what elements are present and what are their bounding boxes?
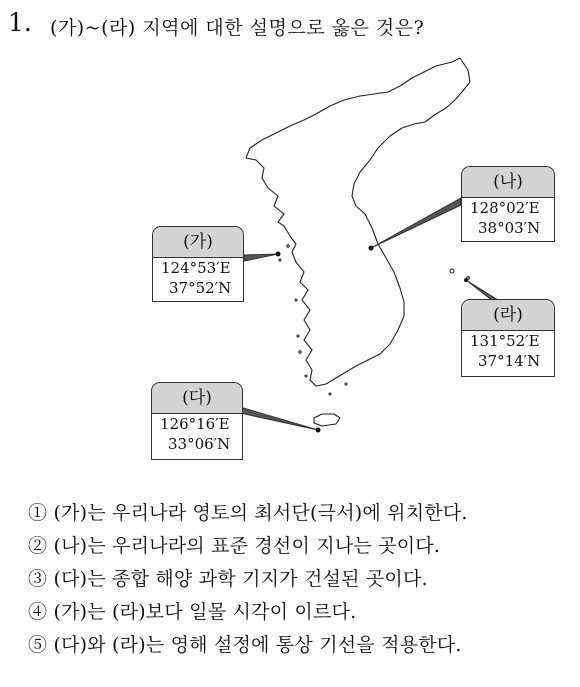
label-box-ra (461, 299, 555, 377)
label-title-ra: (라) (462, 300, 554, 331)
label-box-na (461, 166, 555, 242)
option-2[interactable] (28, 530, 468, 563)
ulleungdo (450, 269, 454, 273)
option-4[interactable] (28, 596, 468, 629)
question-number: 1. (8, 8, 32, 37)
answer-options (28, 497, 468, 662)
leader-na (371, 198, 461, 248)
label-title-na: (나) (462, 167, 554, 198)
label-lon-ga: 124°53′E (161, 259, 231, 277)
jeju-island (314, 414, 340, 426)
label-lat-da: 33°06′N (168, 435, 231, 453)
label-box-da (151, 382, 243, 460)
question-text: (가)~(라) 지역에 대한 설명으로 옳은 것은? (50, 17, 425, 39)
option-1[interactable] (28, 497, 468, 530)
option-3[interactable] (28, 563, 468, 596)
option-5[interactable] (28, 629, 468, 662)
point-na (369, 246, 374, 251)
label-lon-na: 128°02′E (470, 199, 540, 217)
label-lon-da: 126°16′E (160, 415, 230, 433)
option-text: (다)는 종합 해양 과학 기지가 건설된 곳이다. (53, 568, 428, 590)
label-lon-ra: 131°52′E (470, 332, 540, 350)
label-lat-ga: 37°52′N (169, 279, 232, 297)
option-mark: ⑤ (28, 634, 48, 656)
label-box-ga (152, 226, 244, 302)
point-da (316, 428, 321, 433)
option-mark: ③ (28, 568, 48, 590)
point-ga (276, 252, 281, 257)
peninsula-outline (246, 58, 470, 386)
label-lat-ra: 37°14′N (478, 352, 541, 370)
option-mark: ④ (28, 601, 48, 623)
label-title-ga: (가) (153, 227, 243, 258)
label-lat-na: 38°03′N (478, 219, 541, 237)
option-mark: ① (28, 502, 48, 524)
leader-da (240, 407, 318, 430)
point-ra (464, 278, 468, 282)
label-title-da: (다) (152, 383, 242, 414)
option-text: (나)는 우리나라의 표준 경선이 지나는 곳이다. (53, 535, 441, 557)
option-text: (가)는 (라)보다 일몰 시각이 이르다. (53, 601, 357, 623)
option-text: (다)와 (라)는 영해 설정에 통상 기선을 적용한다. (53, 634, 462, 656)
option-text: (가)는 우리나라 영토의 최서단(극서)에 위치한다. (53, 502, 468, 524)
option-mark: ② (28, 535, 48, 557)
leader-ga (244, 254, 278, 261)
